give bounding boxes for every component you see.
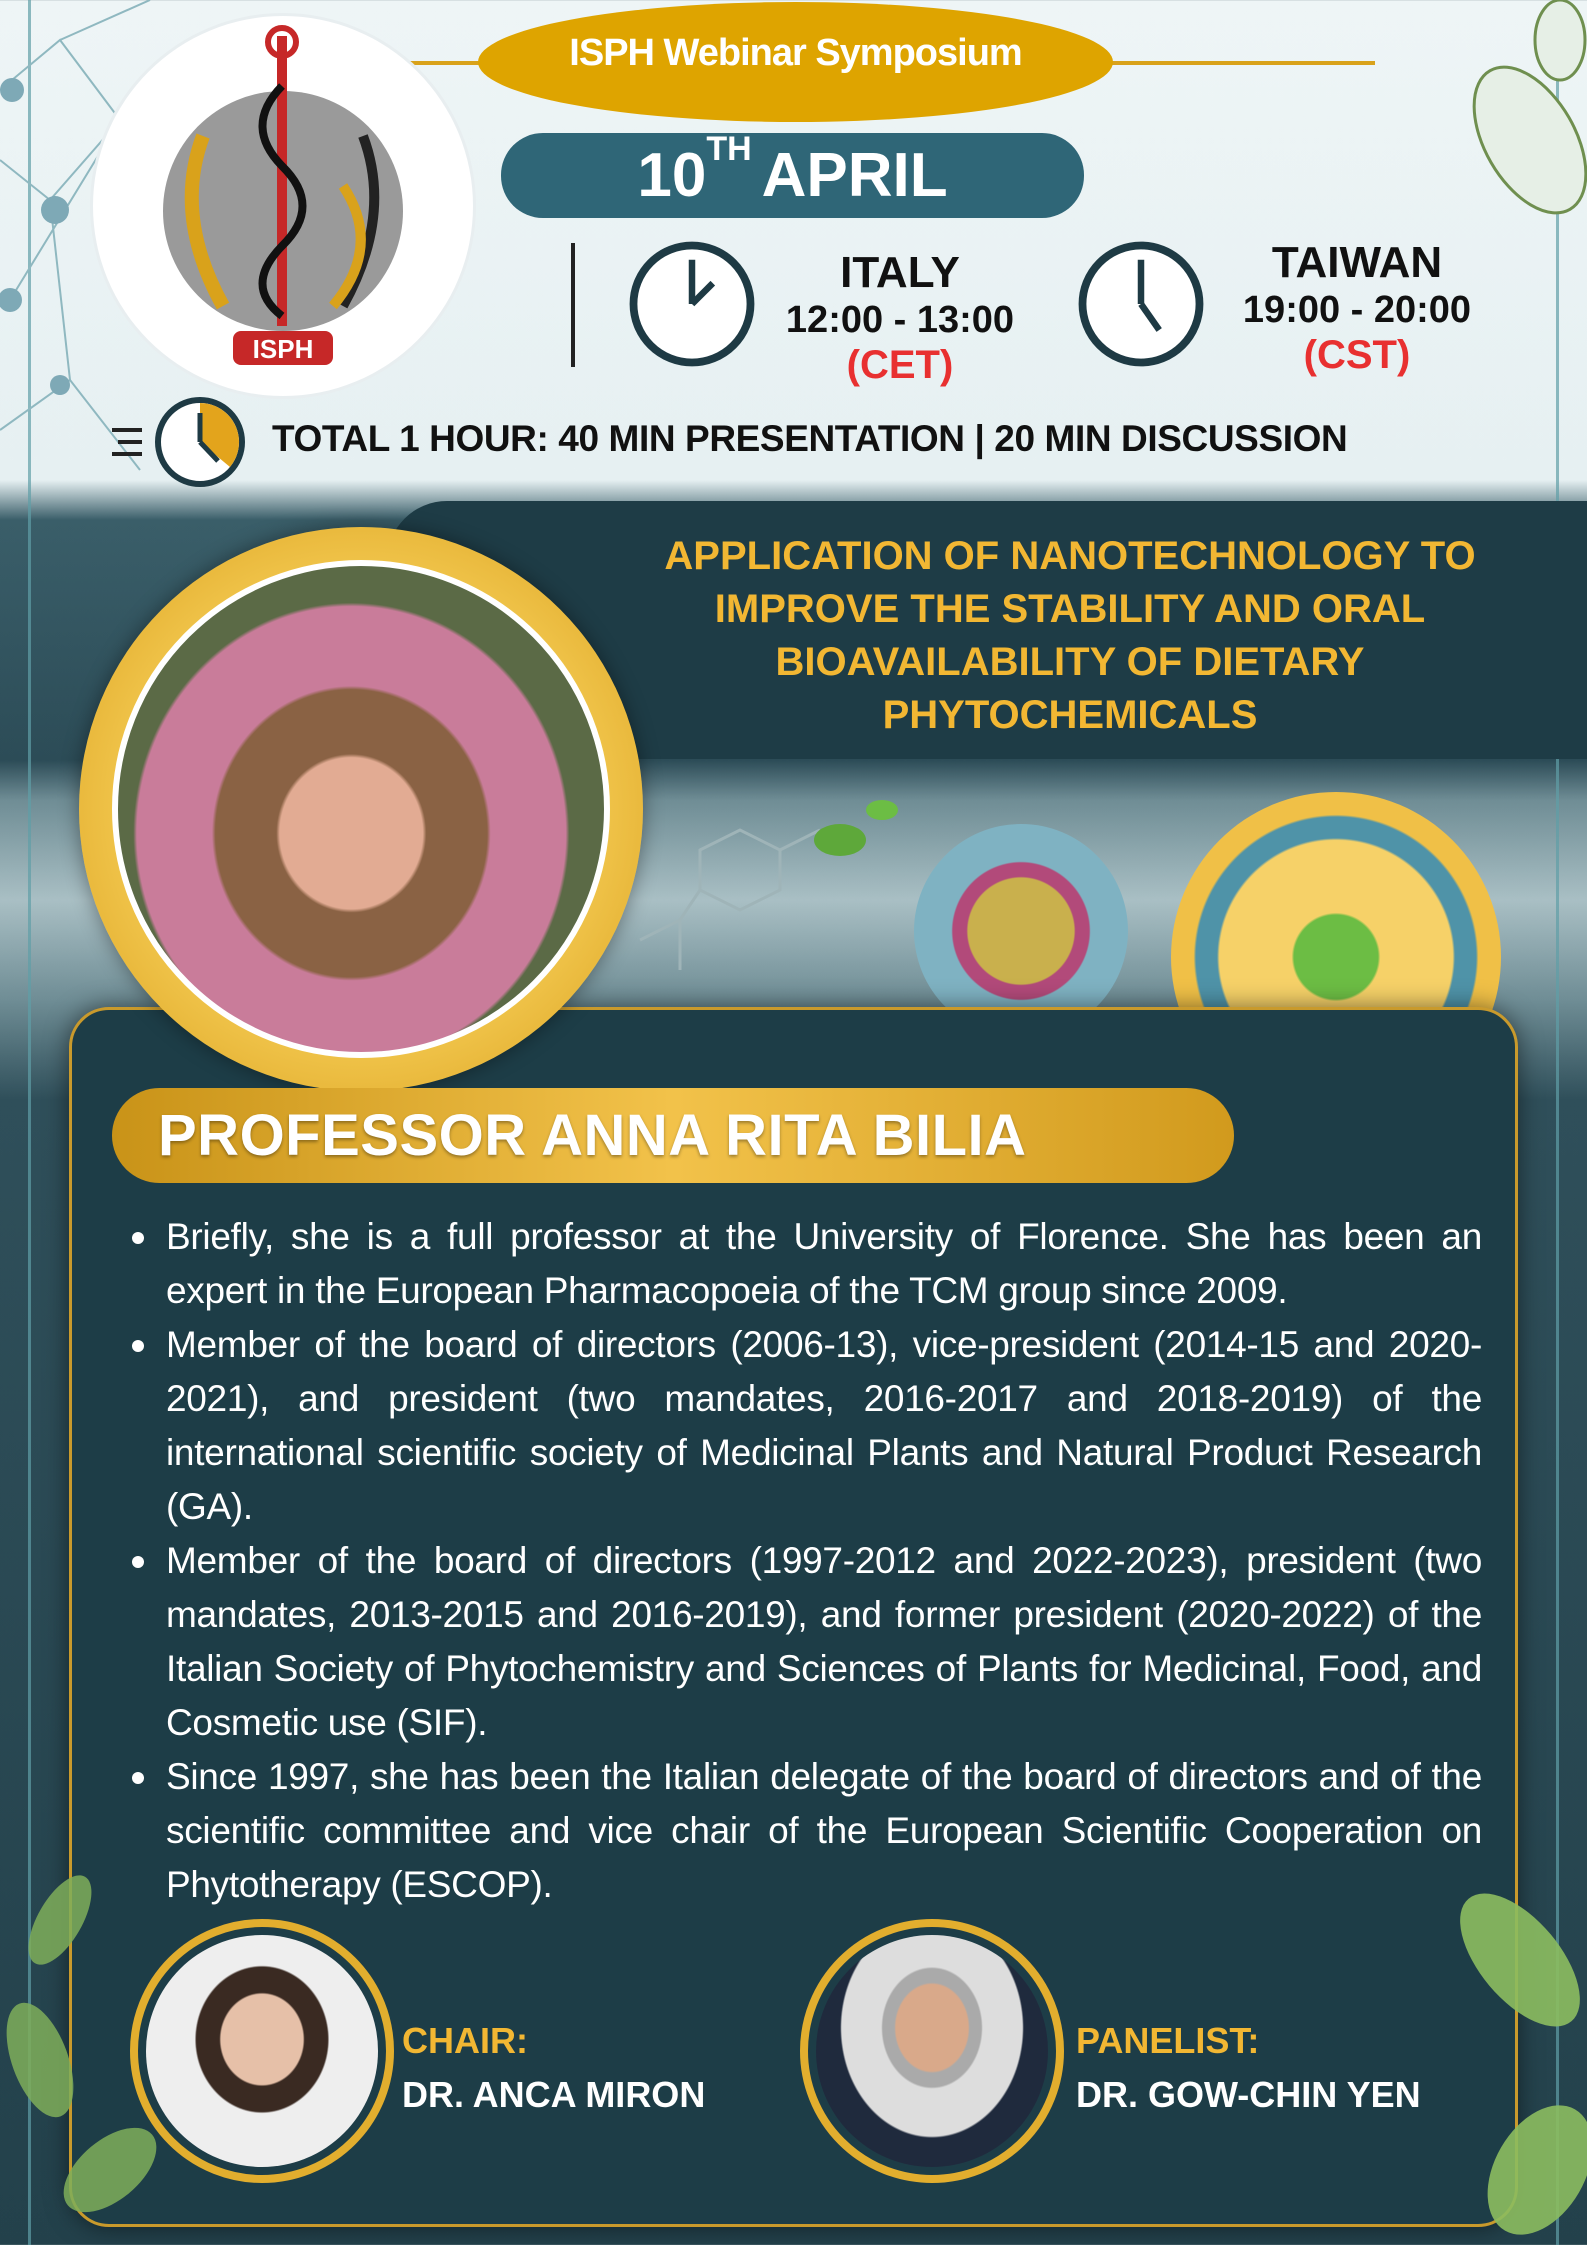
date-pill	[501, 130, 1084, 218]
bio-item: Member of the board of directors (2006-13), vice-president (2014-15 and 2020-2021), and president (two mandates, 2016-2017 and 2018-2019) of the international scientific society of Medicinal Plants and Natural Product Research (GA).	[130, 1318, 1482, 1534]
chair-info	[402, 2014, 705, 2122]
isph-logo-emblem	[93, 16, 473, 396]
molecule-structure-decoration	[620, 770, 940, 990]
panelist-photo	[816, 1935, 1048, 2167]
isph-logo	[93, 16, 473, 396]
panelist-photo-ring	[800, 1919, 1064, 2183]
timezone-zone: (CET)	[846, 343, 954, 387]
clock-icon	[627, 239, 757, 369]
date-month: APRIL	[761, 141, 948, 210]
nanoparticle-cutaway-illustration	[914, 824, 1128, 1038]
speaker-photo	[112, 560, 610, 1058]
panelist-info	[1076, 2014, 1421, 2122]
clock-icon	[1076, 239, 1206, 369]
panelist-role: PANELIST:	[1076, 2020, 1260, 2061]
speaker-name: PROFESSOR ANNA RITA BILIA	[158, 1103, 1027, 1168]
bio-item: Member of the board of directors (1997-2012 and 2022-2023), president (two mandates, 2013-2015 and 2016-2019), and former president (2020-2022) of the Italian Society of Phytochemistry and Sciences of Plants for Medicinal, Food, and Cosmetic use (SIF).	[130, 1534, 1482, 1750]
timezone-time: 12:00 - 13:00	[785, 299, 1015, 341]
date-day: 10	[637, 141, 707, 210]
leaf-decoration-top-right	[1400, 0, 1587, 260]
timezone-country: TAIWAN	[1271, 238, 1443, 287]
speaker-bio-list	[130, 1210, 1482, 1912]
date-suffix: TH	[706, 130, 752, 169]
timezone-country: ITALY	[840, 248, 960, 297]
leaf-decoration-right	[1400, 1840, 1587, 2240]
timezone-italy	[770, 248, 1030, 388]
timer-icon	[112, 395, 252, 490]
timezone-zone: (CST)	[1303, 333, 1411, 377]
event-title: ISPH Webinar Symposium	[569, 32, 1022, 74]
bio-item: Briefly, she is a full professor at the University of Florence. She has been an expert in the European Pharmacopoeia of the TCM group since 2009.	[130, 1210, 1482, 1318]
event-title-badge	[478, 2, 1113, 122]
leaf-decoration-left	[0, 1840, 170, 2240]
talk-title: APPLICATION OF NANOTECHNOLOGY TO IMPROVE THE STABILITY AND ORAL BIOAVAILABILITY OF DIETARY PHYTOCHEMICALS	[664, 534, 1476, 737]
panelist-name: DR. GOW-CHIN YEN	[1076, 2074, 1421, 2115]
chair-photo	[146, 1935, 378, 2167]
duration-text: TOTAL 1 HOUR: 40 MIN PRESENTATION | 20 MIN DISCUSSION	[272, 418, 1348, 459]
chair-name: DR. ANCA MIRON	[402, 2074, 706, 2115]
vertical-divider	[571, 243, 575, 367]
speaker-name-badge	[112, 1088, 1234, 1183]
timezone-time: 19:00 - 20:00	[1242, 289, 1472, 331]
svg-text:ISPH: ISPH	[252, 334, 314, 364]
chair-role: CHAIR:	[402, 2020, 528, 2061]
bio-item: Since 1997, she has been the Italian delegate of the board of directors and of the scientific committee and vice chair of the European Scientific Cooperation on Phytotherapy (ESCOP).	[130, 1750, 1482, 1912]
